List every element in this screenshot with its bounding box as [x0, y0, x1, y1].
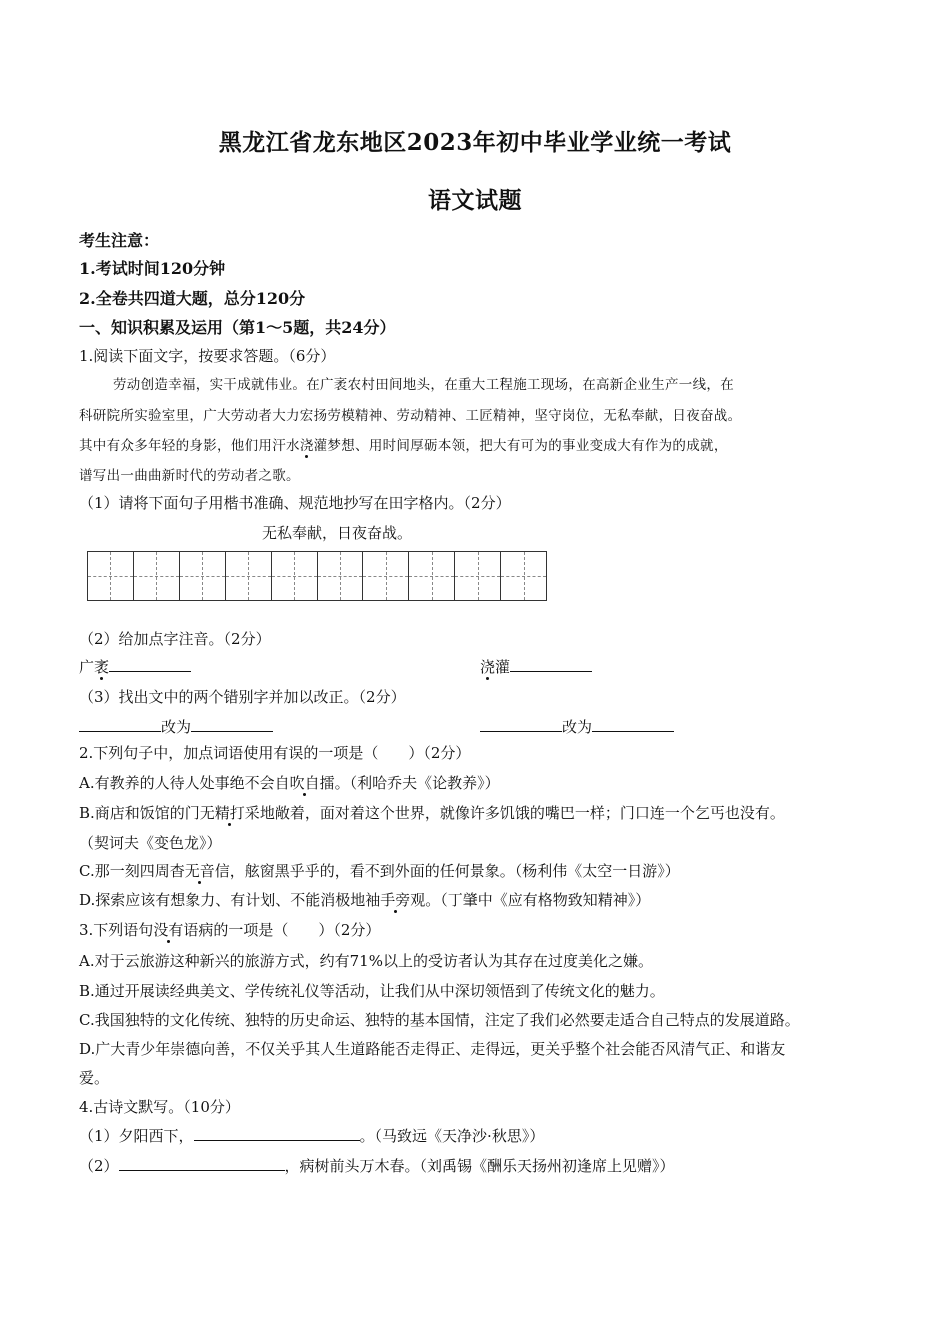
q1-passage-line-2: 科研院所实验室里，广大劳动者大力宏扬劳模精神、劳动精神、工匠精神，坚守岗位，无私奉献，日夜奋战。: [79, 408, 742, 424]
exam-title: 黑龙江省龙东地区2023年初中毕业学业统一考试: [218, 129, 732, 156]
answer-blank[interactable]: [194, 1126, 360, 1141]
notice-heading: 考生注意：: [79, 231, 160, 250]
q3-option-b: B.通过开展读经典美文、学传统礼仪等活动，让我们从中深切领悟到了传统文化的魅力。: [79, 982, 665, 1000]
q3-stem: 3.下列语句没有语病的一项是（ ）（2分）: [79, 921, 381, 939]
answer-blank[interactable]: [109, 657, 191, 672]
notice-item-2: 2.全卷共四道大题，总分120分: [79, 289, 306, 308]
q4-line-1: （1）夕阳西下， 。（马致远《天净沙·秋思》）: [79, 1127, 545, 1145]
q1-passage-line-4: 谱写出一曲曲新时代的劳动者之歌。: [79, 468, 300, 484]
q1-sub1: （1）请将下面句子用楷书准确、规范地抄写在田字格内。（2分）: [79, 494, 511, 512]
q2-option-a: A.有教养的人待人处事绝不会自吹自擂。（利哈乔夫《论教养》）: [79, 774, 500, 792]
grid-cell[interactable]: [363, 552, 409, 600]
notice-item-1: 1.考试时间120分钟: [79, 259, 226, 278]
tianzi-grid[interactable]: [87, 551, 547, 601]
correction-row-2: 改为: [480, 716, 674, 737]
q4-line-2: （2） ，病树前头万木春。（刘禹锡《酬乐天扬州初逢席上见赠》）: [79, 1157, 675, 1175]
q2-option-d: D.探索应该有想象力、有计划、不能消极地袖手旁观。（丁肇中《应有格物致知精神》）: [79, 891, 651, 909]
q2-option-c: C.那一刻四周杳无音信，舷窗黑乎乎的，看不到外面的任何景象。（杨利伟《太空一日游》）: [79, 862, 680, 880]
grid-cell[interactable]: [226, 552, 272, 600]
q1-sub2: （2）给加点字注音。（2分）: [79, 630, 271, 648]
q2-option-b-source: （契诃夫《变色龙》）: [79, 834, 222, 852]
grid-cell[interactable]: [455, 552, 501, 600]
q4-stem: 4.古诗文默写。（10分）: [79, 1098, 240, 1116]
pinyin-item-a: 广袤: [79, 656, 191, 677]
q1-passage-line-1: 劳动创造幸福，实干成就伟业。在广袤农村田间地头，在重大工程施工现场，在高新企业生产一线，在: [113, 377, 734, 393]
pinyin-item-b: 浇灌: [480, 656, 592, 677]
answer-blank[interactable]: [191, 717, 273, 732]
section-1-heading: 一、知识积累及运用（第1～5题，共24分）: [79, 318, 396, 337]
q2-stem: 2.下列句子中，加点词语使用有误的一项是（ ）（2分）: [79, 744, 471, 762]
grid-cell[interactable]: [318, 552, 364, 600]
grid-cell[interactable]: [501, 552, 546, 600]
answer-blank[interactable]: [480, 717, 562, 732]
grid-cell[interactable]: [180, 552, 226, 600]
q1-sub3: （3）找出文中的两个错别字并加以改正。（2分）: [79, 688, 406, 706]
correction-row-1: 改为: [79, 716, 273, 737]
grid-cell[interactable]: [272, 552, 318, 600]
grid-cell[interactable]: [134, 552, 180, 600]
exam-subtitle: 语文试题: [428, 187, 522, 214]
q1-passage-line-3: 其中有众多年轻的身影，他们用汗水浇灌梦想、用时间厚砺本领，把大有可为的事业变成大有作为的成就，: [79, 438, 728, 454]
q3-option-d-continued: 爱。: [79, 1069, 110, 1087]
grid-cell[interactable]: [409, 552, 455, 600]
copy-sentence: 无私奉献，日夜奋战。: [262, 524, 413, 542]
answer-blank[interactable]: [119, 1156, 285, 1171]
answer-blank[interactable]: [79, 717, 161, 732]
q3-option-a: A.对于云旅游这种新兴的旅游方式，约有71%以上的受访者认为其存在过度美化之嫌。: [79, 952, 653, 970]
q3-option-d: D.广大青少年崇德向善，不仅关乎其人生道路能否走得正、走得远，更关乎整个社会能否风清气正、和谐友: [79, 1040, 786, 1058]
q3-option-c: C.我国独特的文化传统、独特的历史命运、独特的基本国情，注定了我们必然要走适合自己特点的发展道路。: [79, 1011, 800, 1029]
grid-cell[interactable]: [88, 552, 134, 600]
q1-stem: 1.阅读下面文字，按要求答题。（6分）: [79, 347, 336, 365]
q2-option-b: B.商店和饭馆的门无精打采地敞着，面对着这个世界，就像许多饥饿的嘴巴一样；门口连一个乞丐也没有。: [79, 804, 785, 822]
answer-blank[interactable]: [510, 657, 592, 672]
answer-blank[interactable]: [592, 717, 674, 732]
